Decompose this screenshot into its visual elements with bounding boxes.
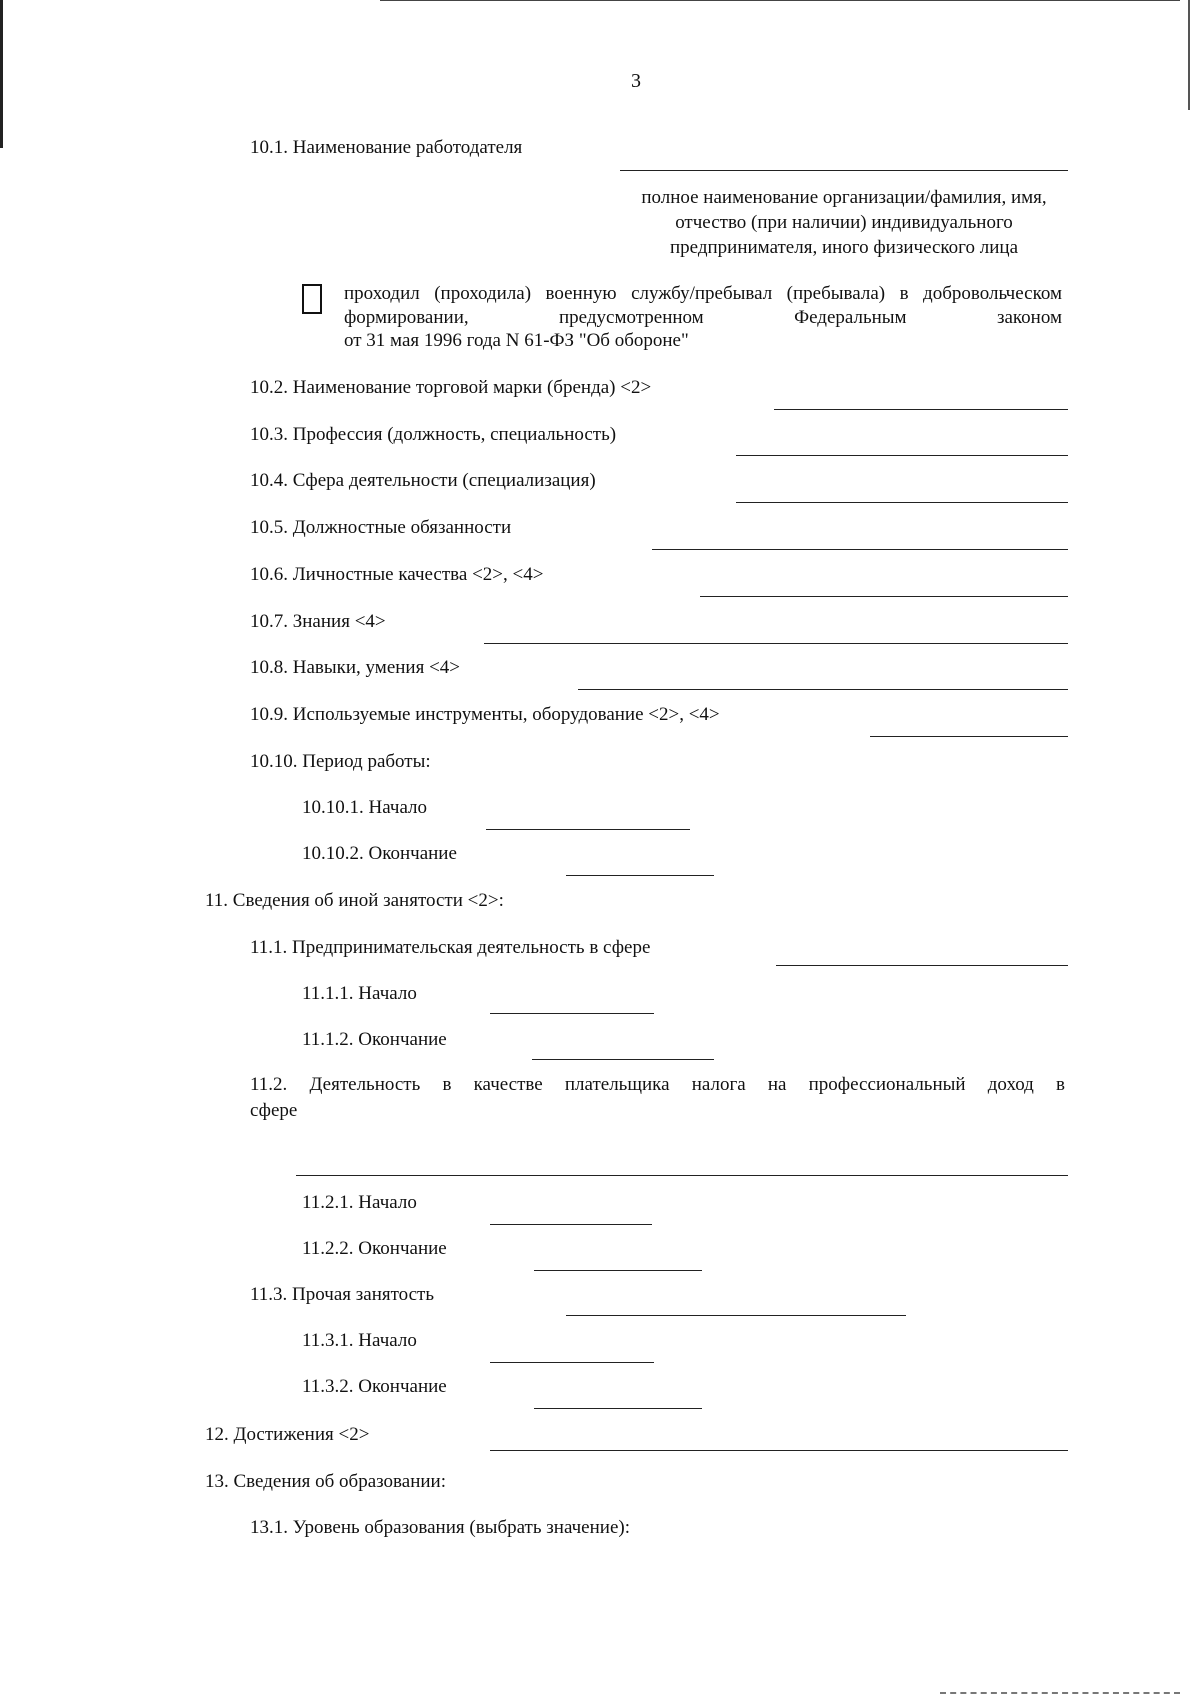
field-10-1-hint: полное наименование организации/фамилия, имя, отчество (при наличии) индивидуального предпринимателя, иного физического лица <box>641 187 1047 258</box>
field-11-3-2[interactable] <box>534 1408 702 1409</box>
scan-edge-right <box>1188 0 1190 110</box>
scan-edge-bottom <box>940 1692 1180 1694</box>
label-10-1: 10.1. Наименование работодателя <box>250 137 523 158</box>
label-10-10: 10.10. Период работы: <box>250 751 431 772</box>
label-10-2: 10.2. Наименование торговой марки (бренда) <2> <box>250 377 652 398</box>
label-11-1: 11.1. Предпринимательская деятельность в сфере <box>250 937 651 958</box>
label-11-2-2: 11.2.2. Окончание <box>302 1238 447 1259</box>
field-10-10-1[interactable] <box>486 829 690 830</box>
label-10-6: 10.6. Личностные качества <2>, <4> <box>250 564 544 585</box>
field-10-7[interactable] <box>484 643 1068 644</box>
page-number: 3 <box>631 70 641 92</box>
label-10-10-2: 10.10.2. Окончание <box>302 843 457 864</box>
label-11-3-2: 11.3.2. Окончание <box>302 1376 447 1397</box>
field-11-1[interactable] <box>776 965 1068 966</box>
field-10-5[interactable] <box>652 549 1068 550</box>
label-10-9: 10.9. Используемые инструменты, оборудование <2>, <4> <box>250 704 720 725</box>
field-11-2-1[interactable] <box>490 1224 652 1225</box>
label-13-1: 13.1. Уровень образования (выбрать значение): <box>250 1517 630 1538</box>
label-11-2-1: 11.2.1. Начало <box>302 1192 417 1213</box>
label-11-3: 11.3. Прочая занятость <box>250 1284 435 1305</box>
label-11-3-1: 11.3.1. Начало <box>302 1330 417 1351</box>
label-11-2: 11.2. Деятельность в качестве плательщика налога на профессиональный доход в <box>250 1074 1065 1095</box>
field-11-1-2[interactable] <box>532 1059 714 1060</box>
field-10-2[interactable] <box>774 409 1068 410</box>
field-10-1[interactable] <box>620 170 1068 171</box>
field-10-10-2[interactable] <box>566 875 714 876</box>
field-10-8[interactable] <box>578 689 1068 690</box>
label-11: 11. Сведения об иной занятости <2>: <box>205 890 504 911</box>
military-service-checkbox[interactable] <box>302 284 322 314</box>
field-10-3[interactable] <box>736 455 1068 456</box>
field-12[interactable] <box>490 1450 1068 1451</box>
label-12: 12. Достижения <2> <box>205 1424 370 1445</box>
label-10-4: 10.4. Сфера деятельности (специализация) <box>250 470 596 491</box>
label-11-1-2: 11.1.2. Окончание <box>302 1029 447 1050</box>
label-13: 13. Сведения об образовании: <box>205 1471 446 1492</box>
field-10-4[interactable] <box>736 502 1068 503</box>
field-11-3[interactable] <box>566 1315 906 1316</box>
label-11-1-1: 11.1.1. Начало <box>302 983 417 1004</box>
field-11-2-2[interactable] <box>534 1270 702 1271</box>
field-11-3-1[interactable] <box>490 1362 654 1363</box>
field-11-1-1[interactable] <box>490 1013 654 1014</box>
field-10-9[interactable] <box>870 736 1068 737</box>
label-10-8: 10.8. Навыки, умения <4> <box>250 657 461 678</box>
military-service-text-end: от 31 мая 1996 года N 61-ФЗ "Об обороне" <box>344 330 689 351</box>
military-service-text: проходил (проходила) военную службу/пребывал (пребывала) в добровольческом формировании, предусмотренном Федеральным законом <box>344 283 1062 328</box>
label-11-2-cont: сфере <box>250 1100 298 1121</box>
field-11-2[interactable] <box>296 1175 1068 1176</box>
scan-edge-top <box>380 0 1180 1</box>
scan-edge-left <box>0 0 3 148</box>
label-10-10-1: 10.10.1. Начало <box>302 797 428 818</box>
field-10-6[interactable] <box>700 596 1068 597</box>
label-10-3: 10.3. Профессия (должность, специальность) <box>250 424 617 445</box>
label-10-5: 10.5. Должностные обязанности <box>250 517 512 538</box>
label-10-7: 10.7. Знания <4> <box>250 611 386 632</box>
